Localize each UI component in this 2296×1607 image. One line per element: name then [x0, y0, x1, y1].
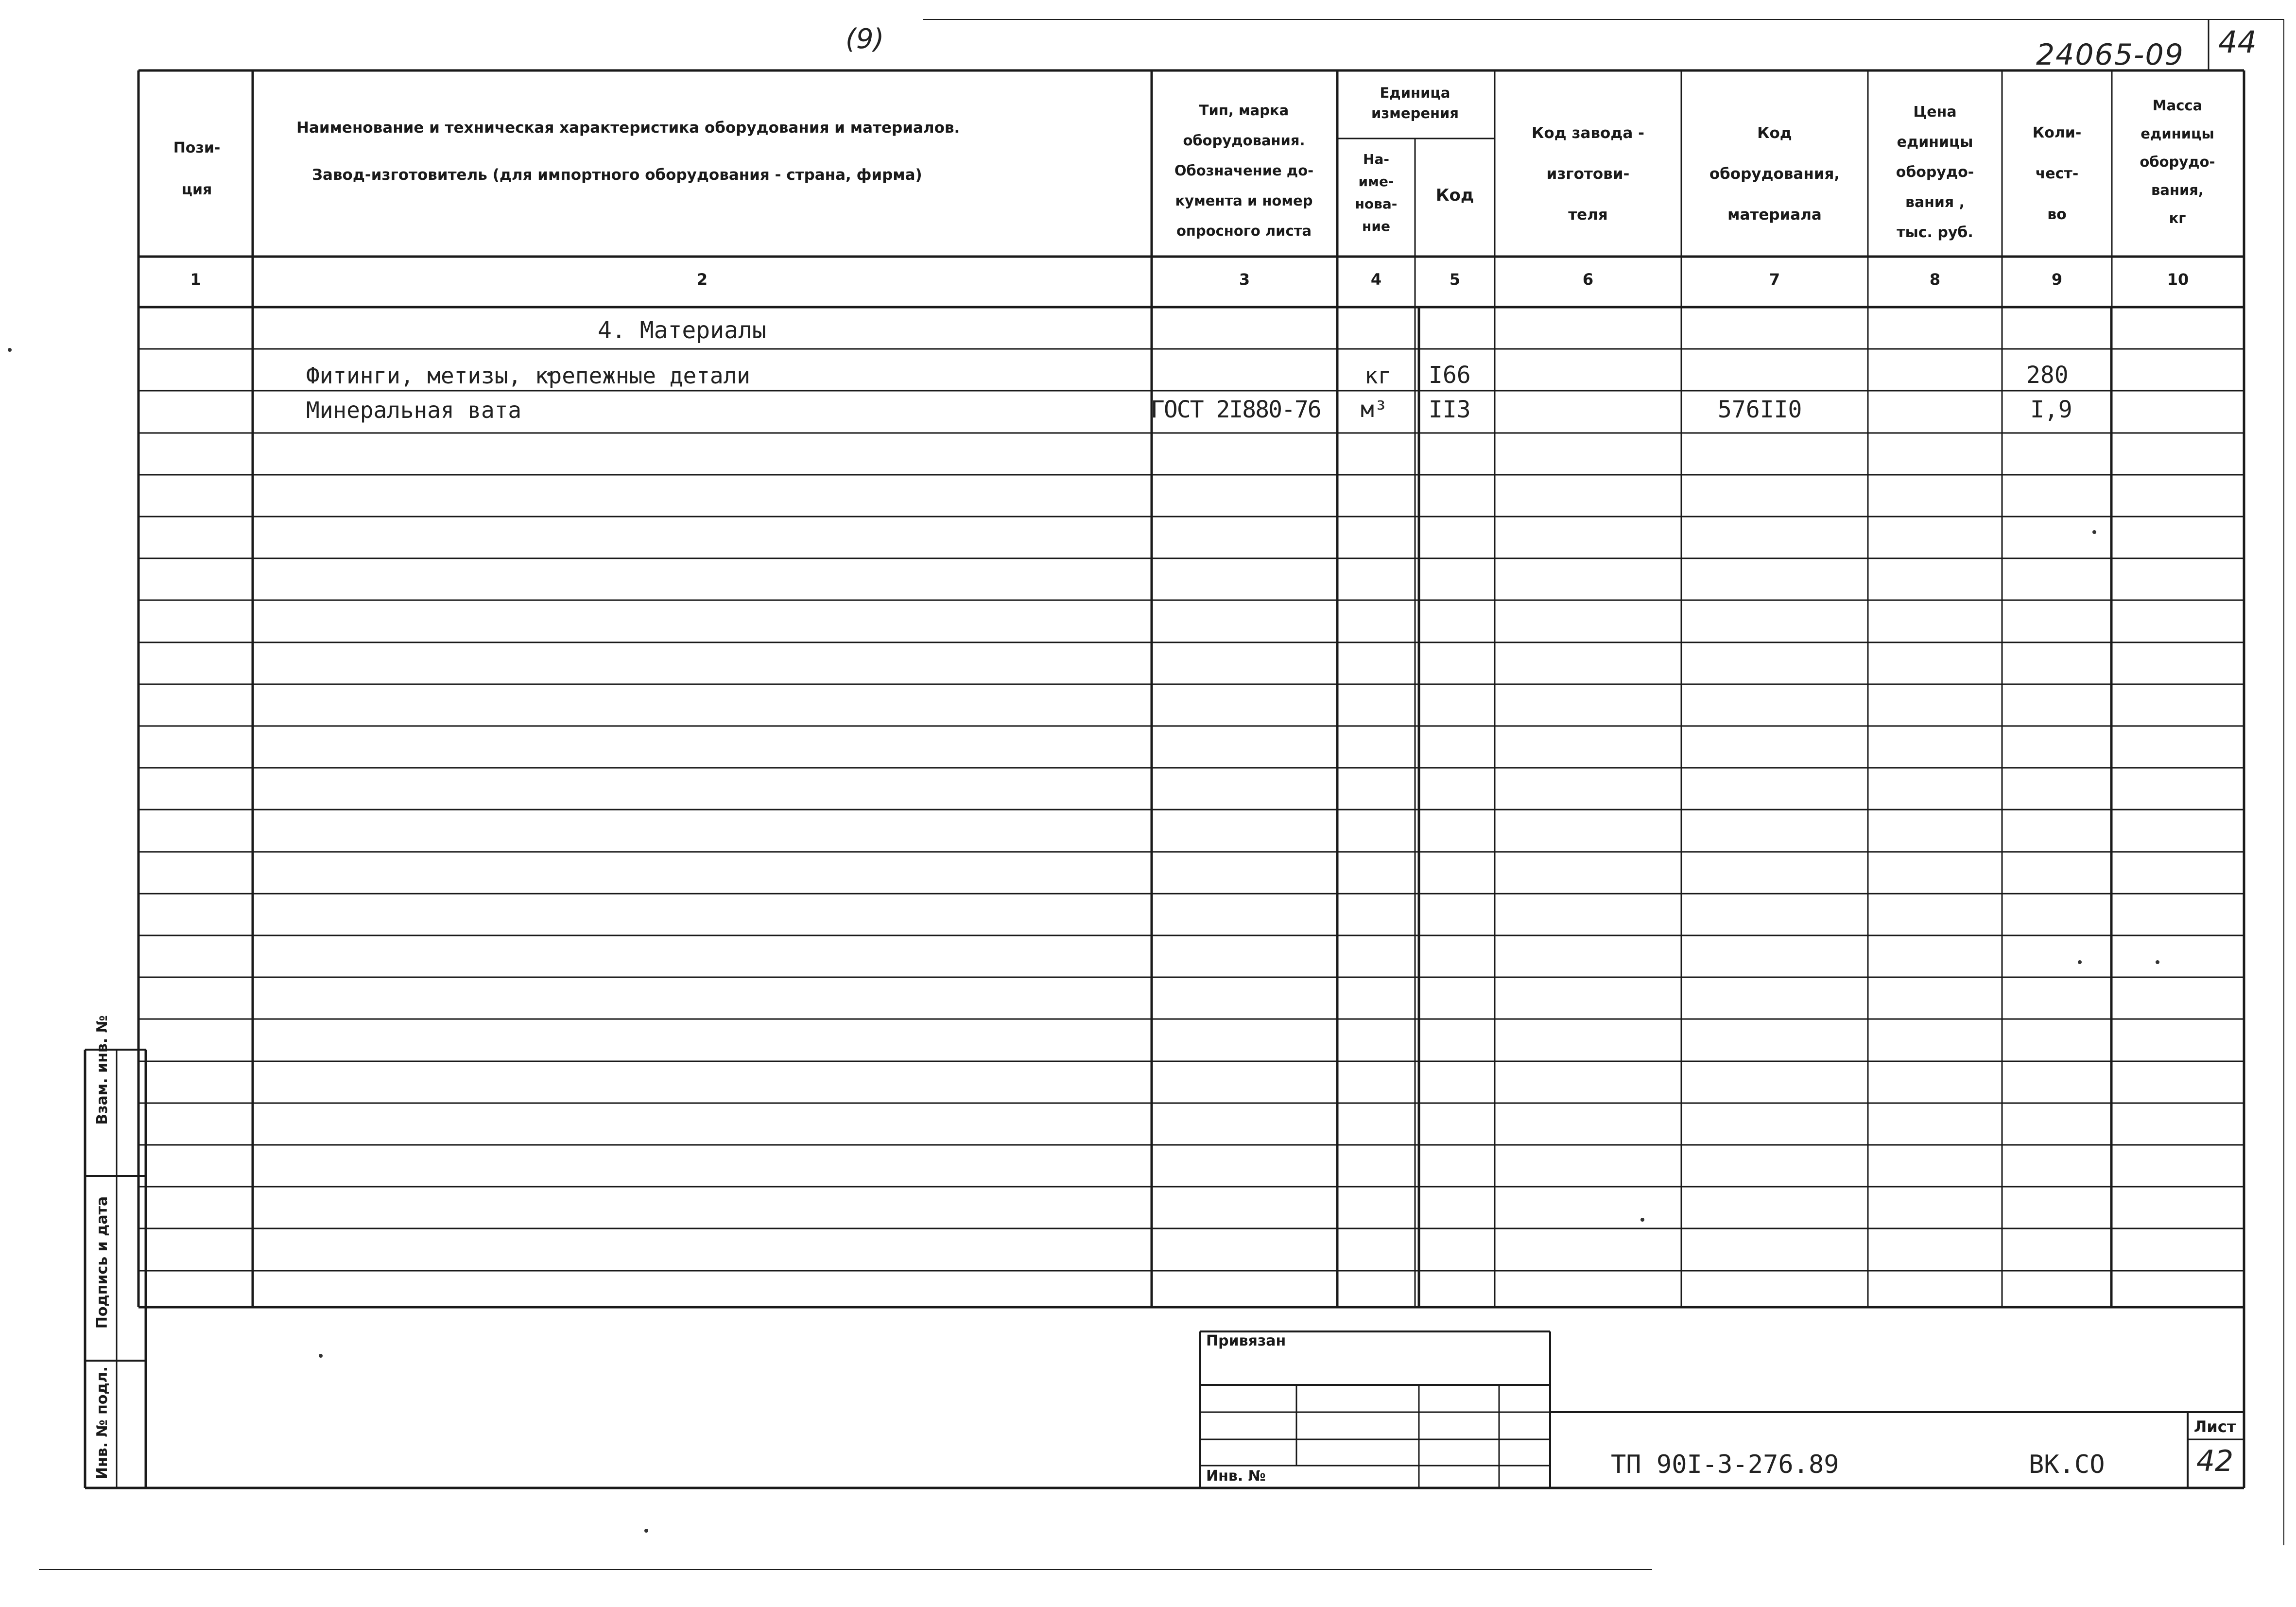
row-2-code: II3	[1429, 396, 1471, 423]
stamp-original-inv: Инв. № подл.	[94, 1366, 111, 1480]
scan-speck	[2156, 960, 2159, 964]
column-number-3: 3	[1239, 270, 1250, 289]
page-number-mark: (9)	[846, 23, 884, 55]
scan-speck	[644, 1529, 648, 1533]
header-position: Пози- ция	[173, 139, 221, 198]
header-factory-code: Код завода - изготови- теля	[1532, 124, 1644, 224]
header-unit-price: Цена единицы оборудо- вания , тыс. руб.	[1896, 104, 1974, 241]
scan-speck	[1640, 1218, 1644, 1222]
column-number-8: 8	[1929, 270, 1941, 289]
stamp-replace-inv: Взам. инв. №	[94, 1015, 111, 1125]
header-unit: Единица измерения	[1371, 85, 1459, 121]
scan-specks	[8, 348, 2159, 1533]
row-1-unit: кг	[1364, 363, 1392, 389]
column-number-10: 10	[2167, 270, 2189, 289]
list-label: Лист	[2193, 1417, 2236, 1436]
row-2-unit: м³	[1361, 396, 1388, 422]
column-number-7: 7	[1769, 270, 1780, 289]
column-number-5: 5	[1449, 270, 1461, 289]
header-unit-mass: Масса единицы оборудо- вания, кг	[2140, 97, 2215, 226]
column-number-6: 6	[1582, 270, 1594, 289]
row-2-name: Минеральная вата	[306, 397, 522, 423]
row-2-quantity: I,9	[2030, 396, 2072, 423]
row-1-code: I66	[1429, 362, 1471, 389]
scan-speck	[8, 348, 12, 352]
column-number-9: 9	[2051, 270, 2063, 289]
list-number: 42	[2196, 1444, 2234, 1478]
column-number-1: 1	[190, 270, 201, 289]
row-2-material-code: 576II0	[1718, 396, 1802, 423]
document-code: ТП 90I-3-276.89	[1611, 1450, 1839, 1479]
privyazan-label: Привязан	[1206, 1332, 1286, 1349]
archive-number: 24065-09	[2036, 38, 2184, 72]
stamp-signature-date: Подпись и дата	[94, 1196, 111, 1329]
section-title: 4. Материалы	[598, 317, 766, 344]
column-number-2: 2	[696, 270, 708, 289]
row-1-name: Фитинги, метизы, крепежные детали	[306, 363, 750, 389]
header-unit-name: На- име- нова- ние	[1355, 151, 1398, 234]
table-grid	[39, 19, 2284, 1570]
row-1-quantity: 280	[2026, 362, 2069, 389]
header-type-mark: Тип, марка оборудования. Обозначение до- кумента и номер опросного листа	[1174, 102, 1314, 239]
header-name-line1: Наименование и техническая характеристика оборудования и материалов.	[296, 119, 960, 137]
inv-number-label: Инв. №	[1206, 1468, 1266, 1485]
column-number-4: 4	[1370, 270, 1382, 289]
scan-speck	[319, 1354, 323, 1358]
corner-sheet-number: 44	[2218, 24, 2257, 60]
header-quantity: Коли- чест- во	[2032, 124, 2082, 223]
scan-speck	[2078, 960, 2082, 964]
scan-speck	[2092, 530, 2096, 534]
header-name-line2: Завод-изготовитель (для импортного оборудования - страна, фирма)	[312, 166, 922, 184]
sheet-type: ВК.СО	[2029, 1450, 2105, 1479]
row-2-document: ГОСТ 2I880-76	[1151, 396, 1321, 423]
header-unit-code: Код	[1435, 186, 1474, 205]
header-material-code: Код оборудования, материала	[1709, 124, 1840, 224]
